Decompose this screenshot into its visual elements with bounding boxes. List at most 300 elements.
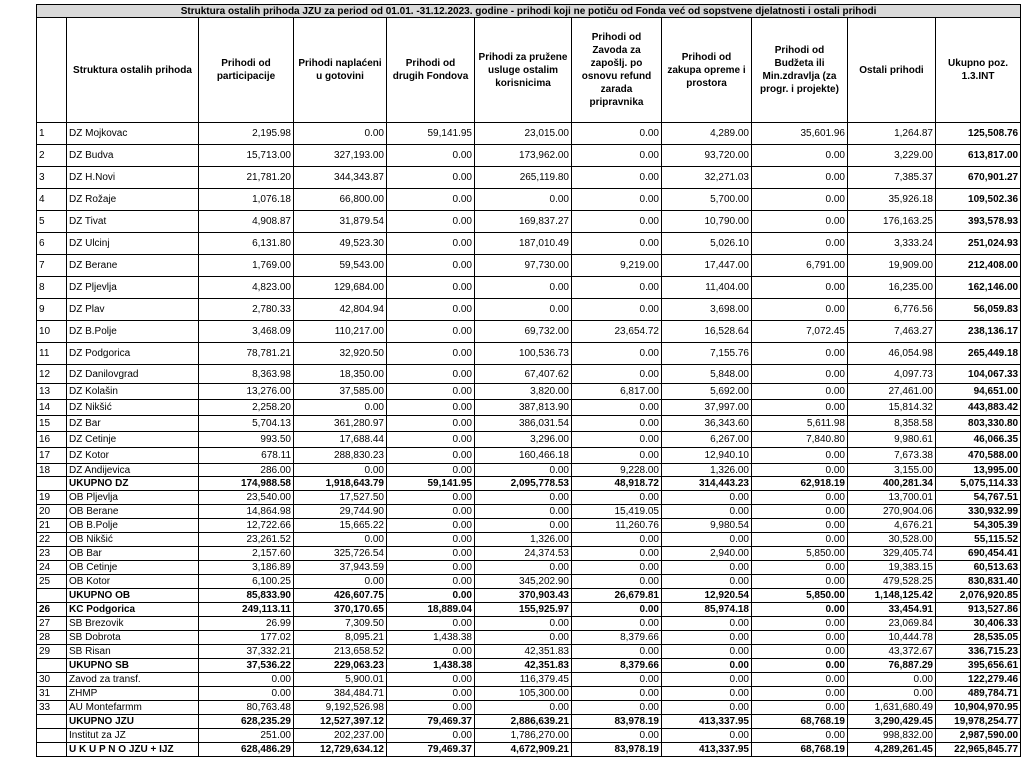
value-cell: 5,900.01 [294, 673, 387, 687]
value-cell: 62,918.19 [752, 477, 848, 491]
total-cell: 125,508.76 [936, 123, 1021, 145]
table-row [37, 211, 1021, 233]
table-row [37, 505, 1021, 519]
row-index: 24 [37, 561, 67, 575]
table-row [37, 519, 1021, 533]
value-cell: 8,379.66 [572, 631, 662, 645]
row-index: 26 [37, 603, 67, 617]
row-index: 17 [37, 448, 67, 464]
value-cell: 0.00 [752, 189, 848, 211]
value-cell: 6,100.25 [199, 575, 294, 589]
value-cell: 10,444.78 [848, 631, 936, 645]
value-cell: 628,235.29 [199, 715, 294, 729]
total-cell: 5,075,114.33 [936, 477, 1021, 491]
total-cell: 670,901.27 [936, 167, 1021, 189]
value-cell: 0.00 [752, 277, 848, 299]
table-row [37, 575, 1021, 589]
total-cell: 238,136.17 [936, 321, 1021, 343]
value-cell: 0.00 [387, 365, 475, 384]
value-cell: 0.00 [387, 701, 475, 715]
value-cell: 314,443.23 [662, 477, 752, 491]
total-cell: 330,932.99 [936, 505, 1021, 519]
value-cell: 2,780.33 [199, 299, 294, 321]
value-cell: 0.00 [475, 617, 572, 631]
value-cell: 1,264.87 [848, 123, 936, 145]
table-title: Struktura ostalih prihoda JZU za period od 01.01. -31.12.2023. godine - prihodi koji ne potiču od Fonda već od sopstvene djelatnosti i ostali prihodi [37, 5, 1021, 18]
table-row [37, 400, 1021, 416]
subtotal-row [37, 659, 1021, 673]
table-row [37, 645, 1021, 659]
value-cell: 4,289,261.45 [848, 743, 936, 757]
value-cell: 678.11 [199, 448, 294, 464]
row-index: 2 [37, 145, 67, 167]
subtotal-row [37, 715, 1021, 729]
table-row [37, 673, 1021, 687]
institution-name: OB Kotor [67, 575, 199, 589]
value-cell: 0.00 [662, 701, 752, 715]
value-cell: 387,813.90 [475, 400, 572, 416]
table-row [37, 448, 1021, 464]
value-cell: 32,271.03 [662, 167, 752, 189]
value-cell: 0.00 [662, 673, 752, 687]
value-cell: 0.00 [752, 145, 848, 167]
value-cell: 1,438.38 [387, 659, 475, 673]
value-cell: 0.00 [752, 687, 848, 701]
value-cell: 0.00 [662, 561, 752, 575]
value-cell: 1,769.00 [199, 255, 294, 277]
institution-name: UKUPNO SB [67, 659, 199, 673]
value-cell: 229,063.23 [294, 659, 387, 673]
value-cell: 116,379.45 [475, 673, 572, 687]
value-cell: 5,692.00 [662, 384, 752, 400]
institution-name: DZ Andijevica [67, 464, 199, 477]
column-header: Prihodi naplaćeni u gotovini [294, 18, 387, 123]
row-index [37, 477, 67, 491]
value-cell: 1,148,125.42 [848, 589, 936, 603]
value-cell: 0.00 [387, 400, 475, 416]
value-cell: 0.00 [387, 687, 475, 701]
table-row [37, 189, 1021, 211]
value-cell: 0.00 [662, 617, 752, 631]
table-row [37, 233, 1021, 255]
table-row [37, 277, 1021, 299]
value-cell: 4,289.00 [662, 123, 752, 145]
row-index: 31 [37, 687, 67, 701]
institution-name: DZ Rožaje [67, 189, 199, 211]
value-cell: 4,908.87 [199, 211, 294, 233]
value-cell: 0.00 [752, 729, 848, 743]
value-cell: 33,454.91 [848, 603, 936, 617]
value-cell: 15,713.00 [199, 145, 294, 167]
value-cell: 0.00 [387, 255, 475, 277]
table-row [37, 343, 1021, 365]
value-cell: 0.00 [572, 561, 662, 575]
value-cell: 0.00 [752, 631, 848, 645]
value-cell: 0.00 [475, 561, 572, 575]
column-header: Prihodi od zakupa opreme i prostora [662, 18, 752, 123]
value-cell: 30,528.00 [848, 533, 936, 547]
institution-name: DZ Kotor [67, 448, 199, 464]
row-index: 30 [37, 673, 67, 687]
value-cell: 160,466.18 [475, 448, 572, 464]
value-cell: 0.00 [387, 343, 475, 365]
row-index: 14 [37, 400, 67, 416]
value-cell: 5,850.00 [752, 547, 848, 561]
value-cell: 7,072.45 [752, 321, 848, 343]
table-row [37, 631, 1021, 645]
row-index: 9 [37, 299, 67, 321]
value-cell: 12,527,397.12 [294, 715, 387, 729]
value-cell: 0.00 [752, 491, 848, 505]
value-cell: 0.00 [387, 617, 475, 631]
column-header: Ostali prihodi [848, 18, 936, 123]
value-cell: 265,119.80 [475, 167, 572, 189]
grand-total-row [37, 743, 1021, 757]
value-cell: 0.00 [387, 189, 475, 211]
value-cell: 0.00 [572, 575, 662, 589]
value-cell: 325,726.54 [294, 547, 387, 561]
row-index: 15 [37, 416, 67, 432]
value-cell: 15,814.32 [848, 400, 936, 416]
value-cell: 0.00 [572, 343, 662, 365]
value-cell: 3,698.00 [662, 299, 752, 321]
value-cell: 0.00 [387, 729, 475, 743]
value-cell: 0.00 [572, 167, 662, 189]
table-row [37, 321, 1021, 343]
column-header: Prihodi od drugih Fondova [387, 18, 475, 123]
value-cell: 85,974.18 [662, 603, 752, 617]
value-cell: 2,195.98 [199, 123, 294, 145]
value-cell: 0.00 [294, 575, 387, 589]
value-cell: 6,776.56 [848, 299, 936, 321]
value-cell: 0.00 [572, 145, 662, 167]
total-cell: 393,578.93 [936, 211, 1021, 233]
value-cell: 370,170.65 [294, 603, 387, 617]
value-cell: 0.00 [572, 547, 662, 561]
institution-name: DZ Bar [67, 416, 199, 432]
value-cell: 0.00 [475, 464, 572, 477]
value-cell: 7,840.80 [752, 432, 848, 448]
value-cell: 3,229.00 [848, 145, 936, 167]
value-cell: 286.00 [199, 464, 294, 477]
value-cell: 0.00 [475, 701, 572, 715]
value-cell: 1,438.38 [387, 631, 475, 645]
value-cell: 0.00 [572, 432, 662, 448]
total-cell: 443,883.42 [936, 400, 1021, 416]
value-cell: 173,962.00 [475, 145, 572, 167]
institution-name: SB Dobrota [67, 631, 199, 645]
value-cell: 0.00 [387, 519, 475, 533]
value-cell: 68,768.19 [752, 743, 848, 757]
value-cell: 7,309.50 [294, 617, 387, 631]
table-row [37, 533, 1021, 547]
total-cell: 212,408.00 [936, 255, 1021, 277]
value-cell: 0.00 [752, 575, 848, 589]
value-cell: 32,920.50 [294, 343, 387, 365]
row-index: 22 [37, 533, 67, 547]
value-cell: 0.00 [387, 384, 475, 400]
row-index: 23 [37, 547, 67, 561]
institution-name: DZ Danilovgrad [67, 365, 199, 384]
value-cell: 329,405.74 [848, 547, 936, 561]
value-cell: 345,202.90 [475, 575, 572, 589]
column-header: Prihodi od Budžeta ili Min.zdravlja (za progr. i projekte) [752, 18, 848, 123]
value-cell: 0.00 [387, 299, 475, 321]
value-cell: 0.00 [572, 416, 662, 432]
total-cell: 54,767.51 [936, 491, 1021, 505]
value-cell: 42,351.83 [475, 659, 572, 673]
value-cell: 0.00 [475, 491, 572, 505]
value-cell: 3,290,429.45 [848, 715, 936, 729]
table-row [37, 561, 1021, 575]
institution-name: OB Cetinje [67, 561, 199, 575]
row-index: 8 [37, 277, 67, 299]
total-cell: 30,406.33 [936, 617, 1021, 631]
institution-name: DZ Berane [67, 255, 199, 277]
value-cell: 0.00 [387, 321, 475, 343]
value-cell: 4,672,909.21 [475, 743, 572, 757]
header-row [37, 18, 1021, 123]
subtotal-row [37, 477, 1021, 491]
institution-name: SB Risan [67, 645, 199, 659]
row-index [37, 659, 67, 673]
institution-name: DZ Cetinje [67, 432, 199, 448]
value-cell: 19,383.15 [848, 561, 936, 575]
value-cell: 174,988.58 [199, 477, 294, 491]
value-cell: 5,700.00 [662, 189, 752, 211]
table-row [37, 299, 1021, 321]
value-cell: 37,943.59 [294, 561, 387, 575]
value-cell: 0.00 [475, 277, 572, 299]
value-cell: 0.00 [572, 729, 662, 743]
value-cell: 0.00 [387, 589, 475, 603]
column-header: Prihodi za pružene usluge ostalim korisnicima [475, 18, 572, 123]
value-cell: 0.00 [752, 561, 848, 575]
value-cell: 187,010.49 [475, 233, 572, 255]
value-cell: 59,141.95 [387, 477, 475, 491]
total-cell: 336,715.23 [936, 645, 1021, 659]
value-cell: 1,076.18 [199, 189, 294, 211]
value-cell: 43,372.67 [848, 645, 936, 659]
value-cell: 110,217.00 [294, 321, 387, 343]
value-cell: 169,837.27 [475, 211, 572, 233]
table-row [37, 416, 1021, 432]
value-cell: 11,260.76 [572, 519, 662, 533]
value-cell: 0.00 [572, 603, 662, 617]
total-cell: 19,978,254.77 [936, 715, 1021, 729]
value-cell: 0.00 [475, 519, 572, 533]
value-cell: 0.00 [752, 167, 848, 189]
value-cell: 0.00 [294, 400, 387, 416]
total-cell: 830,831.40 [936, 575, 1021, 589]
value-cell: 69,732.00 [475, 321, 572, 343]
institution-name: Zavod za transf. [67, 673, 199, 687]
value-cell: 0.00 [387, 233, 475, 255]
value-cell: 5,704.13 [199, 416, 294, 432]
institution-name: DZ Budva [67, 145, 199, 167]
value-cell: 249,113.11 [199, 603, 294, 617]
institution-name: ZHMP [67, 687, 199, 701]
value-cell: 0.00 [572, 491, 662, 505]
table-row [37, 491, 1021, 505]
total-cell: 251,024.93 [936, 233, 1021, 255]
value-cell: 23,069.84 [848, 617, 936, 631]
value-cell: 202,237.00 [294, 729, 387, 743]
value-cell: 42,351.83 [475, 645, 572, 659]
row-index: 33 [37, 701, 67, 715]
value-cell: 0.00 [294, 464, 387, 477]
row-index: 19 [37, 491, 67, 505]
total-cell: 60,513.63 [936, 561, 1021, 575]
value-cell: 8,095.21 [294, 631, 387, 645]
value-cell: 386,031.54 [475, 416, 572, 432]
value-cell: 288,830.23 [294, 448, 387, 464]
title-row [37, 5, 1021, 18]
value-cell: 413,337.95 [662, 715, 752, 729]
total-cell: 489,784.71 [936, 687, 1021, 701]
value-cell: 155,925.97 [475, 603, 572, 617]
value-cell: 17,688.44 [294, 432, 387, 448]
institution-name: AU Montefarmm [67, 701, 199, 715]
value-cell: 426,607.75 [294, 589, 387, 603]
row-index: 4 [37, 189, 67, 211]
value-cell: 1,326.00 [662, 464, 752, 477]
institution-name: OB Pljevlja [67, 491, 199, 505]
value-cell: 6,131.80 [199, 233, 294, 255]
value-cell: 37,585.00 [294, 384, 387, 400]
value-cell: 9,980.61 [848, 432, 936, 448]
value-cell: 0.00 [387, 464, 475, 477]
value-cell: 7,673.38 [848, 448, 936, 464]
row-index: 1 [37, 123, 67, 145]
value-cell: 37,997.00 [662, 400, 752, 416]
value-cell: 17,527.50 [294, 491, 387, 505]
total-cell: 54,305.39 [936, 519, 1021, 533]
value-cell: 0.00 [572, 533, 662, 547]
total-cell: 56,059.83 [936, 299, 1021, 321]
value-cell: 0.00 [199, 673, 294, 687]
income-structure-table [36, 4, 1021, 757]
total-cell: 913,527.86 [936, 603, 1021, 617]
table-row [37, 617, 1021, 631]
value-cell: 85,833.90 [199, 589, 294, 603]
value-cell: 68,768.19 [752, 715, 848, 729]
value-cell: 0.00 [475, 505, 572, 519]
value-cell: 7,155.76 [662, 343, 752, 365]
value-cell: 21,781.20 [199, 167, 294, 189]
institution-name: OB Berane [67, 505, 199, 519]
total-cell: 94,651.00 [936, 384, 1021, 400]
value-cell: 0.00 [752, 603, 848, 617]
value-cell: 48,918.72 [572, 477, 662, 491]
value-cell: 0.00 [387, 505, 475, 519]
value-cell: 26,679.81 [572, 589, 662, 603]
value-cell: 100,536.73 [475, 343, 572, 365]
value-cell: 0.00 [752, 617, 848, 631]
value-cell: 8,379.66 [572, 659, 662, 673]
table-row [37, 255, 1021, 277]
row-index [37, 743, 67, 757]
value-cell: 0.00 [572, 400, 662, 416]
value-cell: 0.00 [572, 189, 662, 211]
value-cell: 79,469.37 [387, 715, 475, 729]
value-cell: 0.00 [752, 659, 848, 673]
value-cell: 0.00 [387, 561, 475, 575]
value-cell: 1,786,270.00 [475, 729, 572, 743]
institution-name: U K U P N O JZU + IJZ [67, 743, 199, 757]
row-index: 13 [37, 384, 67, 400]
institution-name: DZ H.Novi [67, 167, 199, 189]
value-cell: 59,543.00 [294, 255, 387, 277]
row-index: 28 [37, 631, 67, 645]
value-cell: 0.00 [387, 277, 475, 299]
value-cell: 19,909.00 [848, 255, 936, 277]
subtotal-row [37, 589, 1021, 603]
value-cell: 176,163.25 [848, 211, 936, 233]
institution-name: DZ Ulcinj [67, 233, 199, 255]
value-cell: 23,015.00 [475, 123, 572, 145]
value-cell: 78,781.21 [199, 343, 294, 365]
institution-name: DZ Kolašin [67, 384, 199, 400]
total-cell: 265,449.18 [936, 343, 1021, 365]
value-cell: 0.00 [752, 673, 848, 687]
value-cell: 270,904.06 [848, 505, 936, 519]
value-cell: 344,343.87 [294, 167, 387, 189]
value-cell: 26.99 [199, 617, 294, 631]
row-index: 10 [37, 321, 67, 343]
value-cell: 129,684.00 [294, 277, 387, 299]
value-cell: 97,730.00 [475, 255, 572, 277]
total-cell: 104,067.33 [936, 365, 1021, 384]
value-cell: 400,281.34 [848, 477, 936, 491]
value-cell: 12,940.10 [662, 448, 752, 464]
value-cell: 0.00 [475, 189, 572, 211]
institution-name: UKUPNO OB [67, 589, 199, 603]
value-cell: 67,407.62 [475, 365, 572, 384]
institution-name: DZ Tivat [67, 211, 199, 233]
table-row [37, 384, 1021, 400]
institution-name: DZ Mojkovac [67, 123, 199, 145]
value-cell: 12,729,634.12 [294, 743, 387, 757]
table-row [37, 145, 1021, 167]
row-index: 3 [37, 167, 67, 189]
value-cell: 16,235.00 [848, 277, 936, 299]
value-cell: 0.00 [662, 491, 752, 505]
value-cell: 0.00 [752, 384, 848, 400]
value-cell: 15,419.05 [572, 505, 662, 519]
value-cell: 628,486.29 [199, 743, 294, 757]
value-cell: 9,192,526.98 [294, 701, 387, 715]
value-cell: 3,186.89 [199, 561, 294, 575]
value-cell: 0.00 [387, 673, 475, 687]
value-cell: 0.00 [572, 687, 662, 701]
value-cell: 0.00 [572, 123, 662, 145]
value-cell: 0.00 [662, 645, 752, 659]
value-cell: 0.00 [475, 299, 572, 321]
value-cell: 0.00 [387, 145, 475, 167]
value-cell: 9,980.54 [662, 519, 752, 533]
value-cell: 0.00 [387, 547, 475, 561]
row-index: 21 [37, 519, 67, 533]
value-cell: 0.00 [662, 505, 752, 519]
value-cell: 0.00 [387, 533, 475, 547]
value-cell: 0.00 [572, 233, 662, 255]
total-cell: 46,066.35 [936, 432, 1021, 448]
value-cell: 0.00 [387, 211, 475, 233]
value-cell: 2,258.20 [199, 400, 294, 416]
value-cell: 0.00 [752, 211, 848, 233]
value-cell: 83,978.19 [572, 743, 662, 757]
